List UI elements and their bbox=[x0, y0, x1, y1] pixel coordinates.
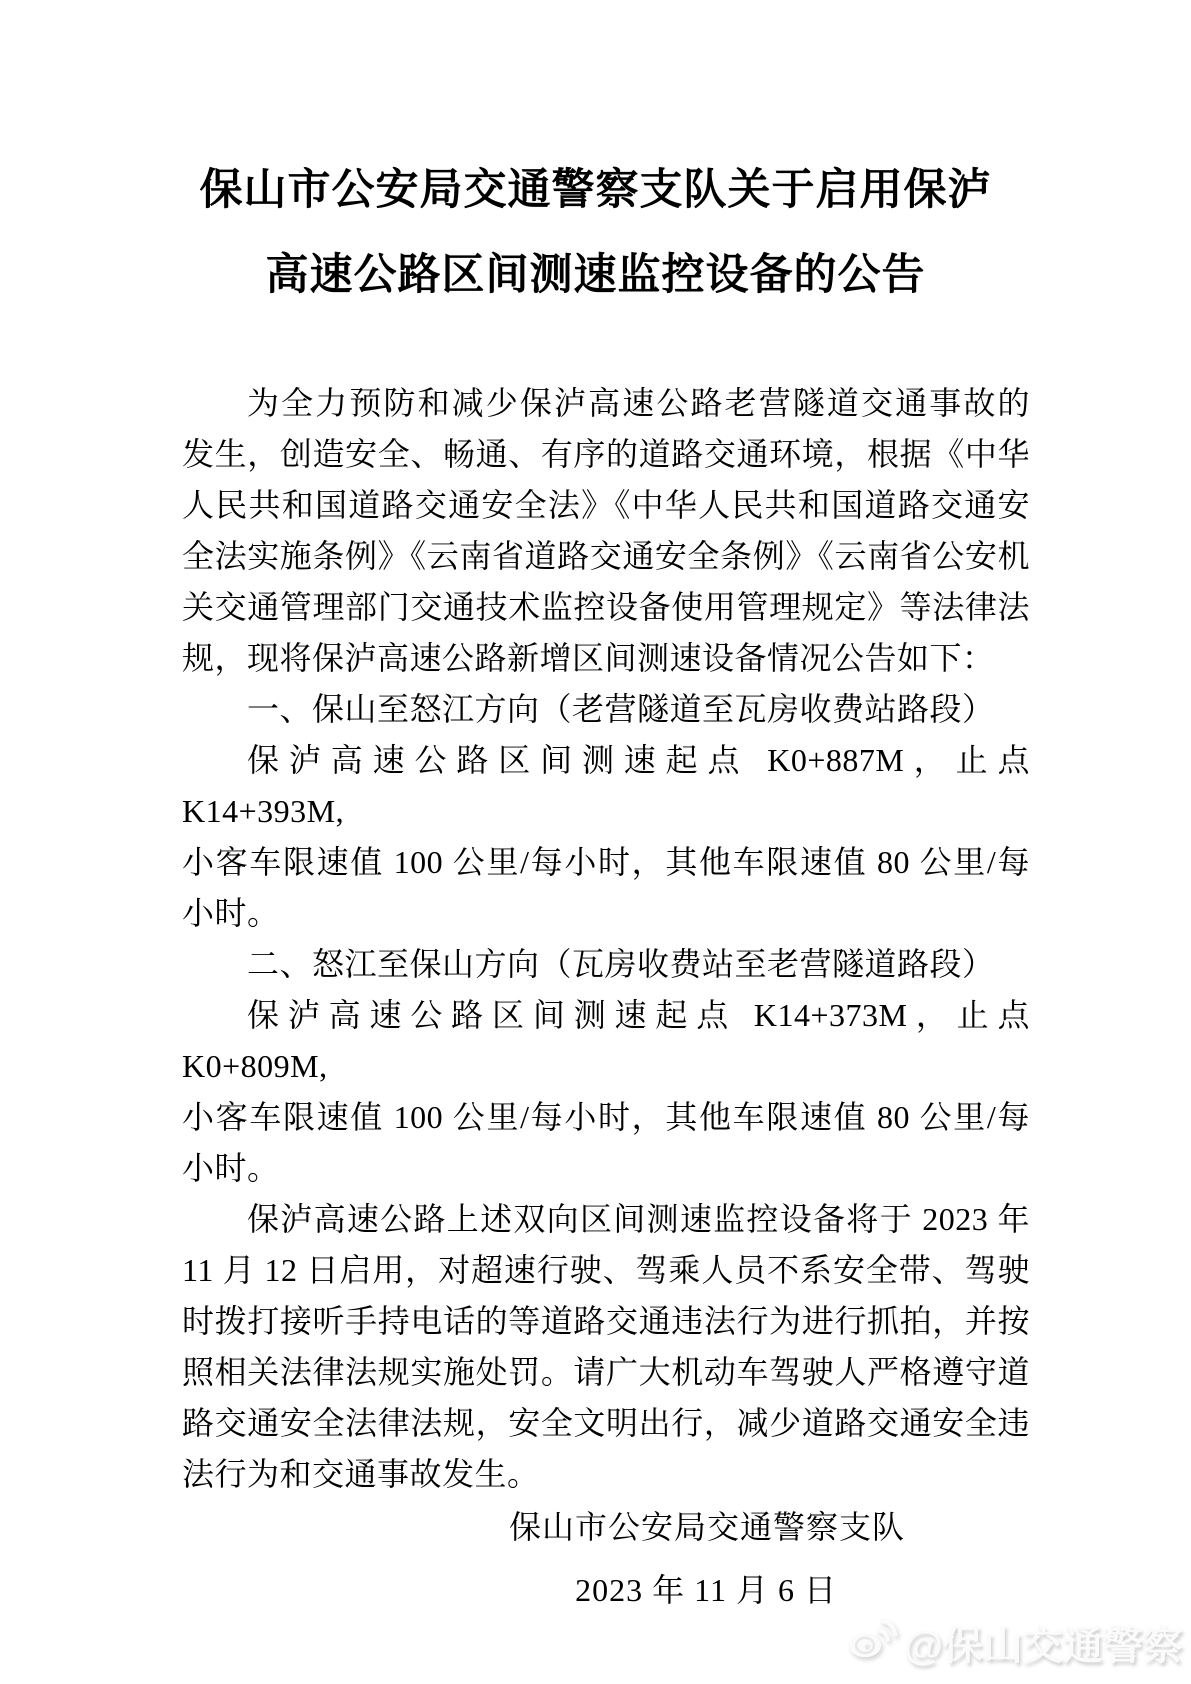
body-line-14: 小时。 bbox=[182, 1150, 280, 1186]
document-title bbox=[0, 0, 1191, 318]
weibo-handle: @保山交通警察 bbox=[903, 1623, 1183, 1668]
section-heading-2: 二、怒江至保山方向（瓦房收费站至老营隧道路段） bbox=[247, 946, 995, 982]
body-line-4: 全法实施条例》《云南省道路交通安全条例》《云南省公安机 bbox=[182, 538, 1030, 574]
body-line-5: 关交通管理部门交通技术监控设备使用管理规定》等法律法 bbox=[182, 589, 1030, 625]
body-line-10: 小时。 bbox=[182, 895, 280, 931]
document-body bbox=[182, 378, 1030, 1500]
weibo-watermark bbox=[844, 1610, 1183, 1674]
weibo-icon bbox=[844, 1610, 898, 1674]
body-line-16: 11 月 12 日启用，对超速行驶、驾乘人员不系安全带、驾驶 bbox=[182, 1252, 1030, 1288]
body-line-9: 小客车限速值 100 公里/每小时，其他车限速值 80 公里/每 bbox=[182, 844, 1030, 880]
body-line-19: 路交通安全法律法规，安全文明出行，减少道路交通安全违 bbox=[182, 1405, 1030, 1441]
body-line-1: 为全力预防和减少保泸高速公路老营隧道交通事故的 bbox=[247, 385, 1030, 421]
body-line-13: 小客车限速值 100 公里/每小时，其他车限速值 80 公里/每 bbox=[182, 1099, 1030, 1135]
body-line-18: 照相关法律法规实施处罚。请广大机动车驾驶人严格遵守道 bbox=[182, 1354, 1030, 1390]
body-line-3: 人民共和国道路交通安全法》《中华人民共和国道路交通安 bbox=[182, 487, 1030, 523]
body-line-15: 保泸高速公路上述双向区间测速监控设备将于 2023 年 bbox=[247, 1201, 1030, 1237]
body-line-6: 规，现将保泸高速公路新增区间测速设备情况公告如下： bbox=[182, 640, 995, 676]
body-line-2: 发生，创造安全、畅通、有序的道路交通环境，根据《中华 bbox=[182, 436, 1030, 472]
title-line-1: 保山市公安局交通警察支队关于启用保泸 bbox=[199, 167, 992, 214]
signature-issuer: 保山市公安局交通警察支队 bbox=[508, 1509, 905, 1545]
body-line-8: 保泸高速公路区间测速起点 K0+887M，止点 K14+393M, bbox=[182, 742, 1030, 829]
section-heading-1: 一、保山至怒江方向（老营隧道至瓦房收费站路段） bbox=[247, 691, 995, 727]
signature-date: 2023 年 11 月 6 日 bbox=[575, 1572, 837, 1608]
title-line-2: 高速公路区间测速监控设备的公告 bbox=[265, 252, 926, 299]
body-line-12: 保泸高速公路区间测速起点 K14+373M，止点 K0+809M, bbox=[182, 997, 1030, 1084]
body-line-20: 法行为和交通事故发生。 bbox=[182, 1456, 540, 1492]
body-line-17: 时拨打接听手持电话的等道路交通违法行为进行抓拍，并按 bbox=[182, 1303, 1030, 1339]
